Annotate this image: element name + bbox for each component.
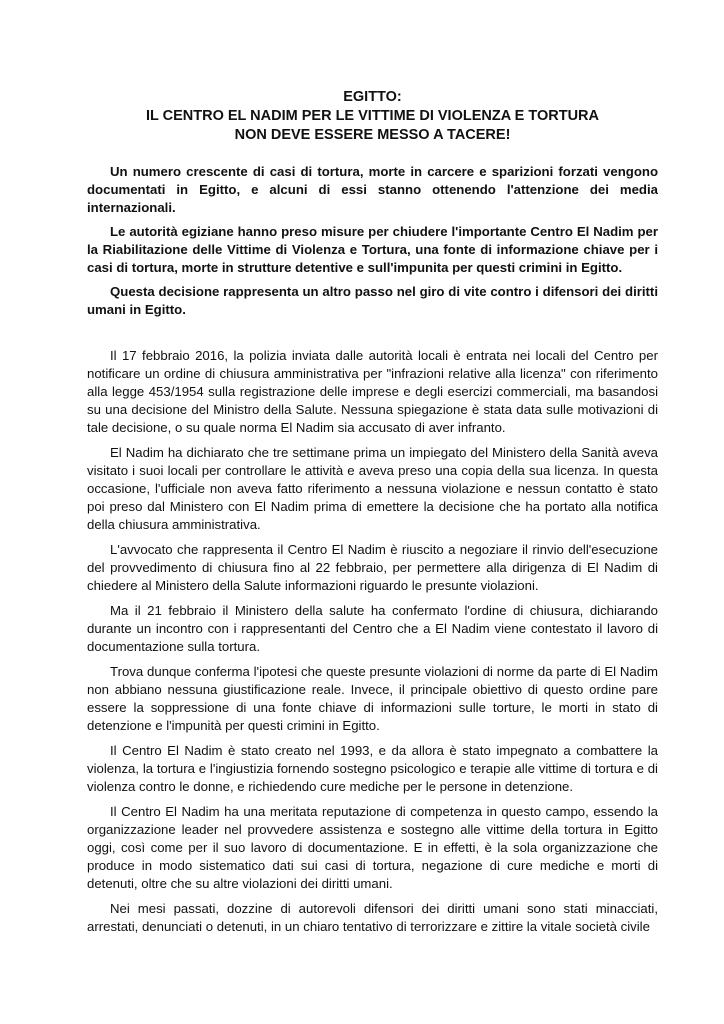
lead-section	[87, 163, 658, 319]
document-title	[87, 88, 658, 145]
body-paragraph: Il 17 febbraio 2016, la polizia inviata dalle autorità locali è entrata nei locali del Centro per notificare un ordine di chiusura amministrativa per "infrazioni relative alla licenza" con riferimento alla legge 453/1954 sulla registrazione delle imprese e degli esercizi commerciali, ma basandosi su una decisione del Ministro della Salute. Nessuna spiegazione è stata data sulle motivazioni di tale decisione, o su quale norma El Nadim sia accusato di aver infranto.	[87, 348, 658, 435]
body-paragraph: El Nadim ha dichiarato che tre settimane prima un impiegato del Ministero della Sanità aveva visitato i suoi locali per controllare le attività e aveva preso una copia della sua licenza. In questa occasione, l'ufficiale non aveva fatto riferimento a nessuna violazione e nessun contatto è stato poi preso dal Ministero con El Nadim prima di emettere la decisione che ha portato alla notifica della chiusura amministrativa.	[87, 445, 658, 532]
title-line-2: IL CENTRO EL NADIM PER LE VITTIME DI VIOLENZA E TORTURA	[145, 108, 599, 124]
body-section	[87, 347, 658, 936]
body-paragraph: L'avvocato che rappresenta il Centro El Nadim è riuscito a negoziare il rinvio dell'esecuzione del provvedimento di chiusura fino al 22 febbraio, per permettere alla dirigenza di El Nadim di chiedere al Ministero della Salute informazioni riguardo le presunte violazioni.	[87, 542, 658, 593]
title-line-3: NON DEVE ESSERE MESSO A TACERE!	[234, 127, 511, 143]
body-paragraph: Il Centro El Nadim è stato creato nel 1993, e da allora è stato impegnato a combattere la violenza, la tortura e l'ingiustizia fornendo sostegno psicologico e terapie alle vittime di tortura e di violenza contro le donne, e richiedendo cure mediche per le persone in detenzione.	[87, 743, 658, 794]
body-paragraph: Nei mesi passati, dozzine di autorevoli difensori dei diritti umani sono stati minacciati, arrestati, denunciati o detenuti, in un chiaro tentativo di terrorizzare e zittire la vitale società civile	[87, 901, 658, 934]
lead-paragraph: Le autorità egiziane hanno preso misure per chiudere l'importante Centro El Nadim per la Riabilitazione delle Vittime di Violenza e Tortura, una fonte di informazione chiave per i casi di tortura, morte in strutture detentive e sull'impunita per questi crimini in Egitto.	[87, 224, 658, 275]
document-page	[87, 88, 658, 943]
title-line-1: EGITTO:	[343, 89, 402, 105]
lead-paragraph: Un numero crescente di casi di tortura, morte in carcere e sparizioni forzati vengono documentati in Egitto, e alcuni di essi stanno ottenendo l'attenzione dei media internazionali.	[87, 164, 658, 215]
lead-paragraph: Questa decisione rappresenta un altro passo nel giro di vite contro i difensori dei diritti umani in Egitto.	[87, 284, 658, 317]
body-paragraph: Ma il 21 febbraio il Ministero della salute ha confermato l'ordine di chiusura, dichiarando durante un incontro con i rappresentanti del Centro che a El Nadim viene contestato il lavoro di documentazione sulla tortura.	[87, 603, 658, 654]
body-paragraph: Il Centro El Nadim ha una meritata reputazione di competenza in questo campo, essendo la organizzazione leader nel provvedere assistenza e sostegno alle vittime della tortura in Egitto oggi, così come per il suo lavoro di documentazione. E in effetti, è la sola organizzazione che produce in modo sistematico dati sui casi di tortura, negazione di cure mediche e morti di detenuti, oltre che su altre violazioni dei diritti umani.	[87, 804, 658, 891]
section-spacer	[87, 325, 658, 347]
body-paragraph: Trova dunque conferma l'ipotesi che queste presunte violazioni di norme da parte di El Nadim non abbiano nessuna giustificazione reale. Invece, il principale obiettivo di questo ordine pare essere la soppressione di una fonte chiave di informazioni sulle torture, le morti in stato di detenzione e l'impunità per questi crimini in Egitto.	[87, 664, 658, 733]
